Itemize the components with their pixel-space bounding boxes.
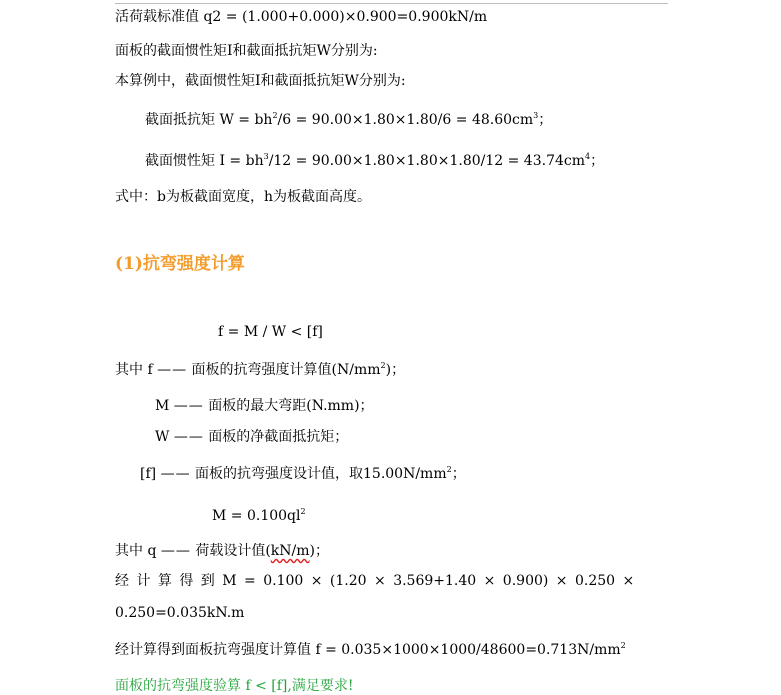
- i-formula-part-b: /12 = 90.00×1.80×1.80×1.80/12 = 43.74cm: [268, 153, 585, 169]
- def-m-line: [155, 397, 374, 415]
- def-fd-exp: 2: [446, 465, 452, 474]
- def-f-line: [115, 361, 405, 379]
- def-q-line: [115, 542, 329, 560]
- w-formula-part-b: /6 = 90.00×1.80×1.80/6 = 48.60cm: [277, 112, 534, 128]
- def-q-text-b: )；: [309, 543, 329, 559]
- def-fd-line: [140, 465, 466, 483]
- def-fd-text-b: ；: [451, 466, 466, 482]
- def-m-text: 面板的最大弯距(N.mm)；: [208, 398, 374, 414]
- def-q-lead: 其中 q: [115, 543, 157, 559]
- def-q-unit: kN/m: [270, 543, 310, 559]
- i-formula-exp-1: 3: [263, 152, 269, 161]
- def-fd-lead: [f]: [140, 466, 157, 482]
- live-load-line: 活荷载标准值 q2 = (1.000+0.000)×0.900=0.900kN/m: [115, 9, 488, 25]
- w-formula-part-c: ；: [538, 112, 553, 128]
- def-w-lead: W: [155, 429, 170, 445]
- def-w-line: [155, 428, 348, 446]
- result-exp: 2: [620, 641, 626, 650]
- def-w-dash: ——: [173, 429, 204, 445]
- m-formula-line: [212, 507, 306, 525]
- def-w-text: 面板的净截面抵抗矩；: [208, 429, 349, 445]
- def-f-text-a: 面板的抗弯强度计算值(N/mm: [191, 362, 381, 378]
- check-formula: f = M / W < [f]: [218, 324, 323, 340]
- where-bh-line: 式中：b为板截面宽度，h为板截面高度。: [115, 189, 371, 205]
- example-intro-line: 本算例中，截面惯性矩I和截面抵抗矩W分别为:: [115, 73, 406, 89]
- conclusion-line: 面板的抗弯强度验算 f < [f],满足要求!: [115, 678, 354, 694]
- def-q-dash: ——: [160, 543, 191, 559]
- def-m-lead: M: [155, 398, 170, 414]
- i-formula-part-c: ；: [590, 153, 605, 169]
- top-rule: [115, 3, 668, 4]
- def-f-text-b: )；: [385, 362, 406, 378]
- m-formula-exp: 2: [300, 507, 306, 516]
- calc-line-1: 经 计 算 得 到 M = 0.100 × (1.20 × 3.569+1.40 × 0.900) × 0.250 ×: [115, 573, 635, 589]
- def-f-lead: 其中 f: [115, 362, 153, 378]
- section-intro-line: 面板的截面惯性矩I和截面抵抗矩W分别为:: [115, 43, 378, 59]
- w-formula-part-a: 截面抵抗矩 W = bh: [145, 112, 273, 128]
- result-text: 经计算得到面板抗弯强度计算值 f = 0.035×1000×1000/48600=0.713N/mm: [115, 642, 621, 658]
- def-fd-text-a: 面板的抗弯强度设计值，取15.00N/mm: [195, 466, 447, 482]
- i-formula-line: [145, 152, 604, 170]
- calc-line-2: 0.250=0.035kN.m: [115, 605, 245, 621]
- i-formula-part-a: 截面惯性矩 I = bh: [145, 153, 264, 169]
- def-f-exp: 2: [380, 361, 386, 370]
- def-m-dash: ——: [173, 398, 204, 414]
- m-formula-text: M = 0.100ql: [212, 508, 301, 524]
- w-formula-exp-2: 3: [533, 111, 539, 120]
- def-f-dash: ——: [157, 362, 188, 378]
- w-formula-line: [145, 111, 552, 129]
- i-formula-exp-2: 4: [585, 152, 591, 161]
- section-heading: (1)抗弯强度计算: [115, 254, 245, 274]
- result-line: [115, 641, 626, 659]
- w-formula-exp-1: 2: [272, 111, 278, 120]
- def-q-text-a: 荷载设计值(: [195, 543, 271, 559]
- def-fd-dash: ——: [160, 466, 191, 482]
